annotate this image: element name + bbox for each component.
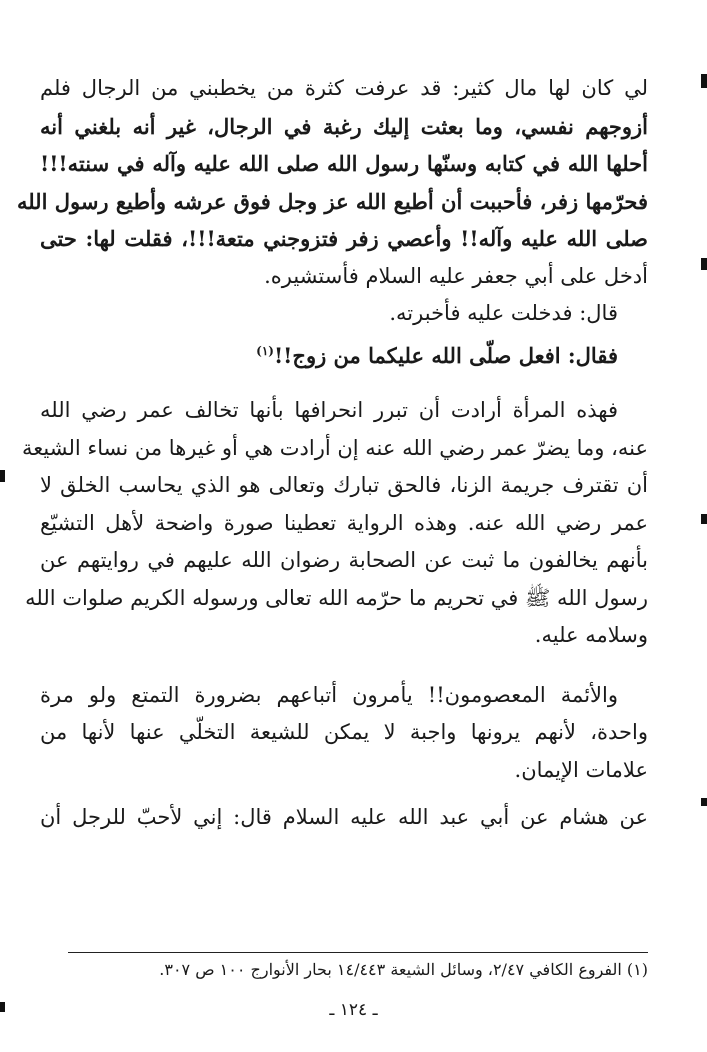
text-line: فحرّمها زفر، فأحببت أن أطيع الله عز وجل فوق عرشه وأطيع رسول الله (16, 188, 648, 214)
scan-edge-mark (701, 74, 707, 88)
footnote-divider (68, 952, 648, 953)
text-line: صلى الله عليه وآله!! وأعصي زفر فتزوجني متعة!!!، فقلت لها: حتى (40, 226, 648, 251)
text-line: علامات الإيمان. (514, 757, 648, 782)
dialogue-line (40, 333, 648, 371)
text-line: واحدة، لأنهم يرونها واجبة لا يمكن للشيعة التخلّي عنها لأنها من (40, 720, 648, 744)
text-line: رسول الله ﷺ في تحريم ما حرّمه الله تعالى ورسوله الكريم صلوات الله (25, 585, 648, 610)
text-line: عن هشام عن أبي عبد الله عليه السلام قال: إني لأحبّ للرجل أن (40, 805, 648, 829)
text-line: عمر رضي الله عنه. وهذه الرواية تعطينا صورة واضحة لأهل التشيّع (40, 510, 648, 535)
scan-edge-mark (701, 514, 707, 524)
text-line: أزوجهم نفسي، وما بعثت إليك رغبة في الرجال، غير أنه بلغني أنه (40, 113, 648, 139)
page-number: ـ ١٢٤ ـ (329, 1000, 378, 1020)
footnote: (١) الفروع الكافي ٢/٤٧، وسائل الشيعة ١٤/٤٤٣ بحار الأنوارج ١٠٠ ص ٣٠٧. (159, 960, 648, 979)
text-line: بأنهم يخالفون ما ثبت عن الصحابة رضوان الله عليهم في روايتهم عن (40, 548, 648, 572)
text-line: عنه، وما يضرّ عمر رضي الله عنه إن أرادت هي أو غيرها من نساء الشيعة (22, 435, 648, 460)
text-line: أدخل على أبي جعفر عليه السلام فأستشيره. (264, 263, 648, 288)
footnote-reference: (١) (256, 343, 274, 358)
scan-edge-mark (0, 1002, 5, 1012)
text-line: فهذه المرأة أرادت أن تبرر انحرافها بأنها تخالف عمر رضي الله (40, 398, 618, 422)
text-line: لي كان لها مال كثير: قد عرفت كثرة من يخطبني من الرجال فلم (40, 76, 648, 100)
page-body (16, 70, 648, 837)
dialogue-text: فقال: افعل صلّى الله عليكما من زوج!! (273, 342, 618, 368)
scan-edge-mark (701, 798, 707, 806)
scan-edge-mark (701, 258, 707, 270)
text-line: وسلامه عليه. (534, 623, 648, 647)
text-line: أن تقترف جريمة الزنا، فالحق تبارك وتعالى هو الذي يحاسب الخلق لا (40, 473, 648, 497)
text-line: أحلها الله في كتابه وسنّها رسول الله صلى الله عليه وآله في سنته!!! (40, 151, 648, 176)
dialogue-line: قال: فدخلت عليه فأخبرته. (389, 301, 618, 325)
scan-edge-mark (0, 470, 5, 482)
text-line: والأئمة المعصومون!! يأمرون أتباعهم بضرورة التمتع ولو مرة (40, 682, 618, 707)
